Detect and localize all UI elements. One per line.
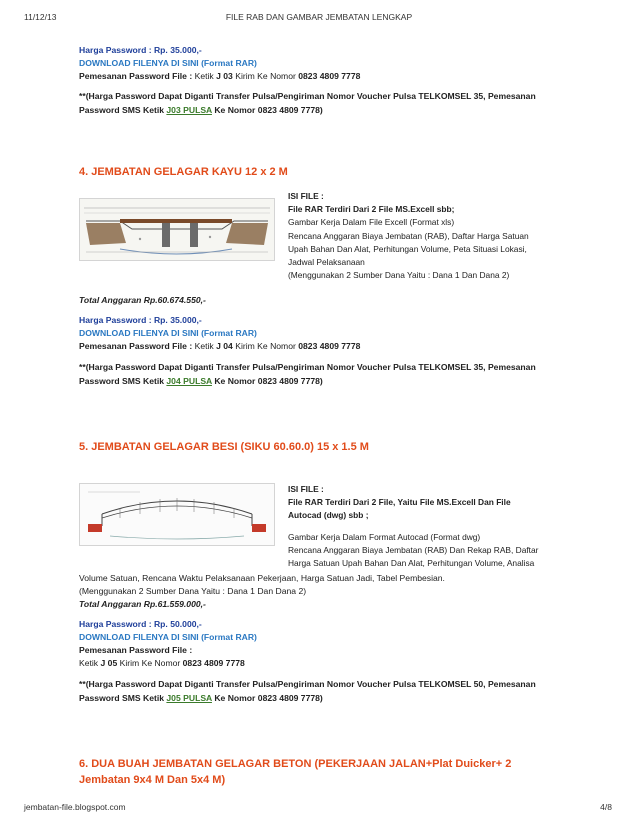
order-code: J 03 [216,71,233,81]
file-contents-title: ISI FILE : [288,191,324,201]
page-footer [0,802,638,816]
order-instruction: Ketik J 05 Kirim Ke Nomor 0823 4809 7778 [79,658,245,668]
order-code: J 05 [100,658,118,668]
file-contents-title: ISI FILE : [288,484,324,494]
bridge-drawing-image [80,199,274,260]
file-contents-description: ISI FILE : File RAR Terdiri Dari 2 File MS.Excell sbb; Gambar Kerja Dalam File Excell (Format xls) Rencana Anggaran Biaya Jembatan (RAB), Daftar Harga Satuan Upah Bahan Dan Alat, Perhitungan Volume, Peta Situasi Lokasi, Jadwal Pelaksanaan (Menggunakan 2 Sumber Dana Yaitu : Dana 1 Dan Dana 2) [288,190,578,282]
total-budget: Total Anggaran Rp.60.674.550,- [79,295,206,305]
bridge-drawing-image [80,484,274,545]
phone-number: 0823 4809 7778 [298,71,361,81]
order-label: Pemesanan Password File : [79,71,193,81]
item4-content [79,190,579,280]
file-contents-continued: Volume Satuan, Rencana Waktu Pelaksanaan Pekerjaan, Harga Satuan Jadi, Tabel Pembesian. [79,573,445,583]
document-title: FILE RAB DAN GAMBAR JEMBATAN LENGKAP [225,12,413,22]
order-instruction: Pemesanan Password File : Ketik J 04 Kirim Ke Nomor 0823 4809 7778 [79,341,361,351]
total-budget: Total Anggaran Rp.61.559.000,- [79,599,206,609]
pulsa-link[interactable]: J03 PULSA [166,104,212,115]
download-link[interactable]: DOWNLOAD FILENYA DI SINI (Format RAR) [79,632,257,642]
download-link[interactable]: DOWNLOAD FILENYA DI SINI (Format RAR) [79,328,257,338]
item5-heading: 5. JEMBATAN GELAGAR BESI (SIKU 60.60.0) 15 x 1.5 M [79,441,369,453]
order-code: J 04 [216,341,233,351]
password-price: Harga Password : Rp. 35.000,- [79,315,202,325]
pulsa-link[interactable]: J04 PULSA [166,375,212,386]
page-number: 4/8 [600,802,612,812]
item5-order-section: Volume Satuan, Rencana Waktu Pelaksanaan Pekerjaan, Harga Satuan Jadi, Tabel Pembesian. (Menggunakan 2 Sumber Dana Yaitu : Dana 1 Dan Dana 2) Total Anggaran Rp.61.559.000,- Harga Password : Rp. 50.000,- DOWNLOAD FILENYA DI SINI (Format RAR) Pemesanan Password File : Ketik J 05 Kirim Ke Nomor 0823 4809 7778 **(Harga Password Dapat Diganti Transfer Pulsa/Pengiriman Nomor Voucher Pulsa TELKOMSEL 50, Pemesanan Password SMS Ketik J05 PULSA Ke Nomor 0823 4809 7778) [79,572,579,705]
payment-note: **(Harga Password Dapat Diganti Transfer Pulsa/Pengiriman Nomor Voucher Pulsa TELKOMSEL 50, Pemesanan Password SMS Ketik J05 PULSA Ke Nomor 0823 4809 7778) [79,679,536,703]
file-contents-description: ISI FILE : File RAR Terdiri Dari 2 File, Yaitu File MS.Excell Dan File Autocad (dwg) sbb ; Gambar Kerja Dalam Format Autocad (Format dwg) Rencana Anggaran Biaya Jembatan (RAB) Dan Rekap RAB, Daftar Harga Satuan Upah Bahan Dan Alat, Perhitungan Volume, Analisa [288,483,578,570]
phone-number: 0823 4809 7778 [298,341,361,351]
wooden-bridge-drawing-thumbnail[interactable] [79,198,275,261]
print-date: 11/12/13 [24,12,57,22]
pulsa-link[interactable]: J05 PULSA [166,692,212,703]
item3-order-section [79,44,579,117]
item4-heading: 4. JEMBATAN GELAGAR KAYU 12 x 2 M [79,166,288,178]
payment-note: **(Harga Password Dapat Diganti Transfer Pulsa/Pengiriman Nomor Voucher Pulsa TELKOMSEL 35, Pemesanan Password SMS Ketik J04 PULSA Ke Nomor 0823 4809 7778) [79,362,536,386]
password-price: Harga Password : Rp. 50.000,- [79,619,202,629]
site-url: jembatan-file.blogspot.com [24,802,126,812]
item4-order-section [79,294,579,388]
order-instruction: Pemesanan Password File : Ketik J 03 Kirim Ke Nomor 0823 4809 7778 [79,71,361,81]
page-header [0,12,638,26]
steel-bridge-drawing-thumbnail[interactable] [79,483,275,546]
item6-heading: 6. DUA BUAH JEMBATAN GELAGAR BETON (PEKERJAAN JALAN+Plat Duicker+ 2 Jembatan 9x4 M Dan 5x4 M) [79,758,512,786]
order-label: Pemesanan Password File : [79,645,193,655]
download-link[interactable]: DOWNLOAD FILENYA DI SINI (Format RAR) [79,58,257,68]
payment-note: **(Harga Password Dapat Diganti Transfer Pulsa/Pengiriman Nomor Voucher Pulsa TELKOMSEL 35, Pemesanan Password SMS Ketik J03 PULSA Ke Nomor 0823 4809 7778) [79,91,536,115]
phone-number: 0823 4809 7778 [182,658,245,668]
password-price: Harga Password : Rp. 35.000,- [79,45,202,55]
